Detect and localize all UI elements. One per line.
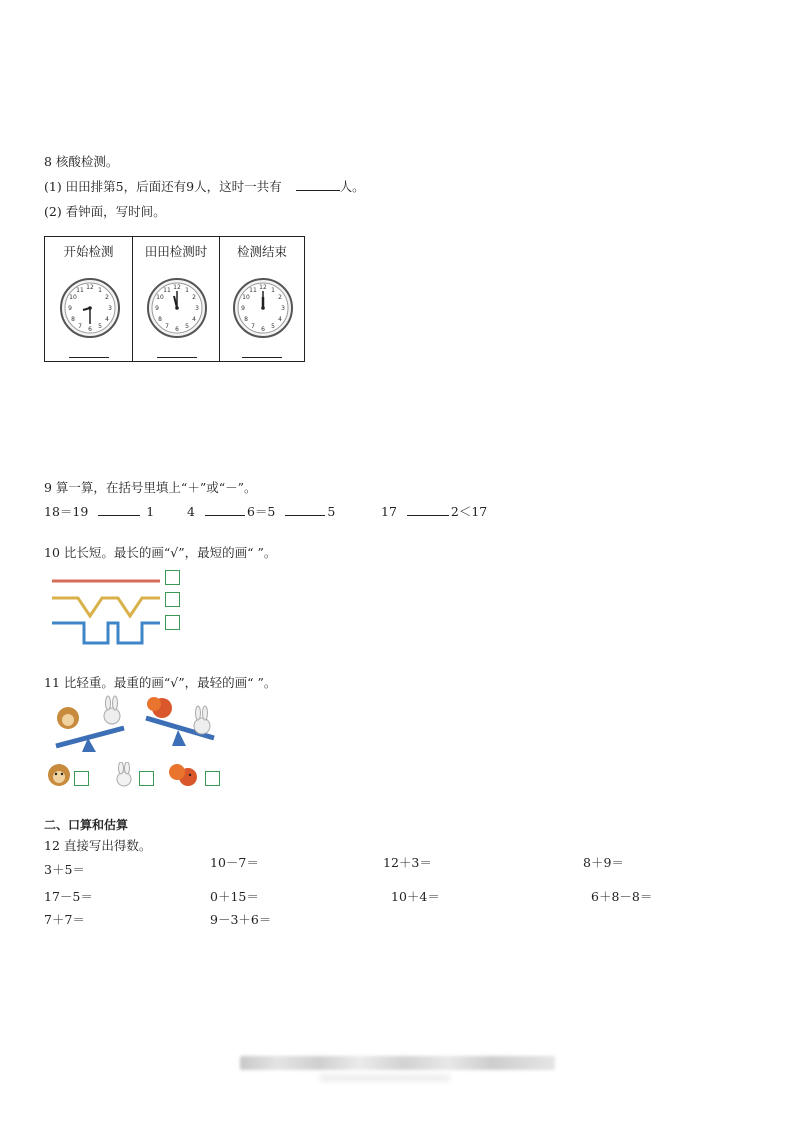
svg-text:2: 2 bbox=[278, 294, 282, 301]
squirrel-icon bbox=[168, 762, 202, 788]
clock-head-middle: 田田检测时 bbox=[144, 244, 208, 259]
calc-item-5: 17－5＝ bbox=[44, 889, 93, 904]
svg-text:11: 11 bbox=[249, 287, 257, 294]
clock-answer-middle[interactable] bbox=[157, 357, 197, 358]
svg-text:10: 10 bbox=[156, 294, 164, 301]
svg-text:2: 2 bbox=[192, 294, 196, 301]
svg-text:5: 5 bbox=[185, 323, 189, 330]
svg-text:1: 1 bbox=[271, 287, 275, 294]
calc-item-3: 12＋3＝ bbox=[383, 855, 432, 870]
monkey-icon bbox=[46, 762, 72, 788]
calc-item-9: 7＋7＝ bbox=[44, 912, 85, 927]
clock-cell-end bbox=[220, 237, 304, 361]
q10-box-red[interactable] bbox=[165, 570, 180, 585]
clock-head-start: 开始检测 bbox=[63, 244, 114, 259]
seesaw-monkey-rabbit-icon bbox=[48, 694, 130, 754]
svg-text:9: 9 bbox=[155, 305, 159, 312]
svg-text:11: 11 bbox=[76, 287, 84, 294]
q9-expr-3a: 17 bbox=[381, 504, 397, 519]
q9-expr-3b: 2＜17 bbox=[450, 504, 488, 519]
q9-expr-3 bbox=[381, 502, 487, 520]
clock-table bbox=[44, 236, 305, 362]
q12-title: 12 直接写出得数。 bbox=[44, 838, 152, 853]
svg-text:3: 3 bbox=[195, 305, 199, 312]
q10-box-blue[interactable] bbox=[165, 615, 180, 630]
q9-expr-1b: 1 bbox=[146, 504, 155, 519]
q8-title: 8 核酸检测。 bbox=[44, 154, 119, 169]
svg-text:5: 5 bbox=[98, 323, 102, 330]
svg-text:1: 1 bbox=[185, 287, 189, 294]
svg-text:6: 6 bbox=[261, 326, 265, 333]
svg-text:5: 5 bbox=[271, 323, 275, 330]
calc-item-8: 6＋8－8＝ bbox=[591, 889, 653, 904]
clock-answer-end[interactable] bbox=[242, 357, 282, 358]
q9-blank-3[interactable] bbox=[407, 503, 449, 516]
svg-text:4: 4 bbox=[105, 316, 109, 323]
q9-expr-2a: 4 bbox=[187, 504, 195, 519]
blurred-watermark bbox=[240, 1056, 555, 1070]
clock-cell-start bbox=[45, 237, 133, 361]
svg-text:3: 3 bbox=[108, 305, 112, 312]
q11-box-monkey[interactable] bbox=[74, 771, 89, 786]
blurred-watermark-sub bbox=[320, 1074, 450, 1082]
svg-text:4: 4 bbox=[278, 316, 282, 323]
q8-part1 bbox=[44, 177, 365, 195]
calc-item-1: 3＋5＝ bbox=[44, 862, 85, 877]
svg-text:3: 3 bbox=[281, 305, 285, 312]
svg-text:12: 12 bbox=[259, 284, 267, 291]
q9-expr-2c: 5 bbox=[327, 504, 336, 519]
svg-text:8: 8 bbox=[158, 316, 162, 323]
q8-part1-text: (1) 田田排第5，后面还有9人，这时一共有 bbox=[44, 179, 282, 194]
svg-text:12: 12 bbox=[173, 284, 181, 291]
svg-text:9: 9 bbox=[68, 305, 72, 312]
svg-text:8: 8 bbox=[71, 316, 75, 323]
svg-text:2: 2 bbox=[105, 294, 109, 301]
clock-cell-middle bbox=[133, 237, 220, 361]
svg-text:10: 10 bbox=[242, 294, 250, 301]
rabbit-icon bbox=[112, 762, 136, 788]
calc-item-4: 8＋9＝ bbox=[583, 855, 624, 870]
calc-item-6: 0＋15＝ bbox=[210, 889, 259, 904]
section2-heading: 二、口算和估算 bbox=[44, 818, 129, 832]
yellow-v-line bbox=[52, 598, 160, 616]
svg-text:10: 10 bbox=[69, 294, 77, 301]
q9-blank-1[interactable] bbox=[98, 503, 140, 516]
calc-item-10: 9－3＋6＝ bbox=[210, 912, 272, 927]
svg-text:4: 4 bbox=[192, 316, 196, 323]
calc-item-7: 10＋4＝ bbox=[391, 889, 440, 904]
q11-title: 11 比轻重。最重的画“√”，最轻的画“ ”。 bbox=[44, 675, 277, 690]
svg-text:8: 8 bbox=[244, 316, 248, 323]
q10-title: 10 比长短。最长的画“√”，最短的画“ ”。 bbox=[44, 545, 277, 560]
seesaw-squirrel-rabbit-icon bbox=[140, 694, 220, 754]
calc-item-2: 10－7＝ bbox=[210, 855, 259, 870]
blue-square-line bbox=[52, 623, 160, 643]
q10-box-yellow[interactable] bbox=[165, 592, 180, 607]
q9-expr-1a: 18＝19 bbox=[44, 504, 89, 519]
clock-head-end: 检测结束 bbox=[236, 244, 287, 259]
q9-blank-2a[interactable] bbox=[205, 503, 245, 516]
q8-answer-blank[interactable] bbox=[296, 178, 340, 191]
svg-text:7: 7 bbox=[251, 323, 255, 330]
svg-text:6: 6 bbox=[175, 326, 179, 333]
svg-text:11: 11 bbox=[163, 287, 171, 294]
q9-expr-1 bbox=[44, 502, 154, 520]
svg-text:6: 6 bbox=[88, 326, 92, 333]
q8-part2: (2) 看钟面，写时间。 bbox=[44, 204, 166, 219]
svg-text:7: 7 bbox=[78, 323, 82, 330]
clock-icon-end bbox=[232, 277, 294, 339]
svg-text:12: 12 bbox=[86, 284, 94, 291]
q9-title: 9 算一算，在括号里填上“＋”或“－”。 bbox=[44, 480, 257, 495]
clock-icon-middle bbox=[146, 277, 208, 339]
svg-text:1: 1 bbox=[98, 287, 102, 294]
svg-text:7: 7 bbox=[165, 323, 169, 330]
svg-text:9: 9 bbox=[241, 305, 245, 312]
q11-box-squirrel[interactable] bbox=[205, 771, 220, 786]
q9-blank-2b[interactable] bbox=[285, 503, 325, 516]
clock-answer-start[interactable] bbox=[69, 357, 109, 358]
q11-box-rabbit[interactable] bbox=[139, 771, 154, 786]
q8-part1-unit: 人。 bbox=[339, 179, 365, 194]
clock-icon-start bbox=[59, 277, 121, 339]
q9-expr-2 bbox=[187, 502, 335, 520]
q9-expr-2b: 6＝5 bbox=[246, 504, 276, 519]
